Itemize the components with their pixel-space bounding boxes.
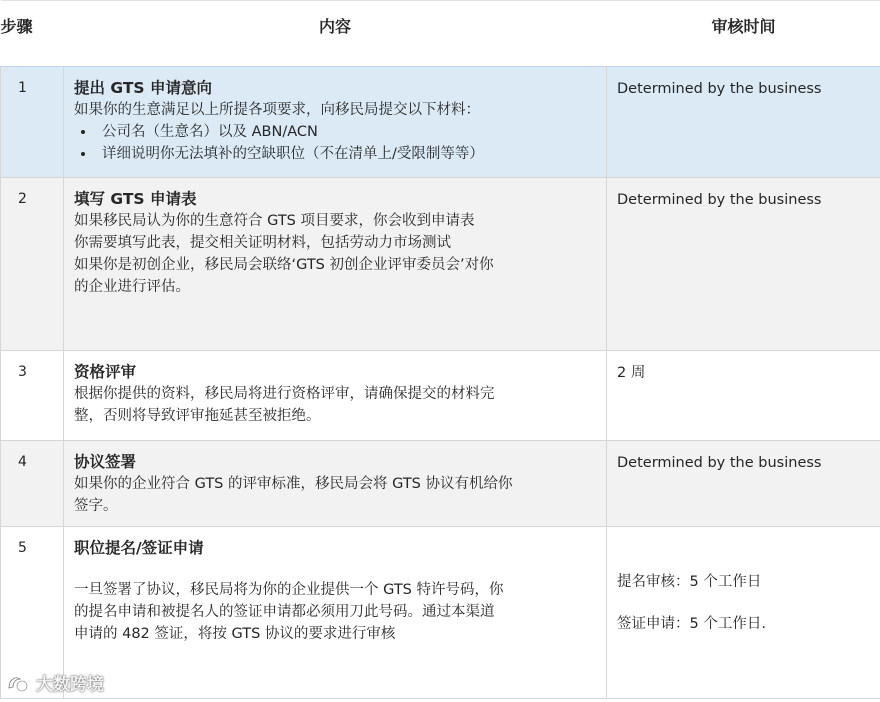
step-text-line: 的企业进行评估。 [74, 279, 190, 295]
step-content [64, 67, 607, 178]
review-time-visa: 签证申请：5 个工作日. [617, 616, 766, 632]
header-content: 内容 [64, 1, 607, 67]
bullet-item: • 详细说明你无法填补的空缺职位（不在清单上/受限制等等） [96, 143, 598, 165]
step-content [64, 351, 607, 441]
step-text-line: 如果你的企业符合 GTS 的评审标准，移民局会将 GTS 协议有机给你 [74, 476, 513, 492]
review-time [607, 527, 880, 699]
table-row [1, 178, 880, 351]
watermark-text: 大数跨境 [36, 675, 104, 695]
step-title: 协议签署 [74, 453, 137, 471]
table-row [1, 527, 880, 699]
step-text-line: 整，否则将导致评审拖延甚至被拒绝。 [74, 408, 321, 424]
table-row [1, 441, 880, 527]
step-title: 提出 GTS 申请意向 [74, 79, 212, 97]
step-title: 职位提名/签证申请 [74, 539, 204, 557]
table-row [1, 351, 880, 441]
step-number: 3 [1, 351, 64, 441]
step-content [64, 527, 607, 699]
review-time: Determined by the business [607, 441, 880, 527]
step-number: 5 [1, 527, 64, 699]
table-header-row [1, 1, 880, 67]
step-number: 1 [1, 67, 64, 178]
brand-logo-icon [6, 673, 32, 693]
step-content [64, 441, 607, 527]
review-time: Determined by the business [607, 67, 880, 178]
step-text-line: 如果移民局认为你的生意符合 GTS 项目要求，你会收到申请表 [74, 213, 475, 229]
step-text-line: 你需要填写此表，提交相关证明材料，包括劳动力市场测试 [74, 235, 451, 251]
step-text-line: 根据你提供的资料，移民局将进行资格评审，请确保提交的材料完 [74, 386, 495, 402]
header-time: 审核时间 [607, 1, 880, 67]
step-content [64, 178, 607, 351]
table-row [1, 67, 880, 178]
step-number: 2 [1, 178, 64, 351]
step-text-line: 一旦签署了协议，移民局将为你的企业提供一个 GTS 特许号码，你 [74, 582, 504, 598]
step-text-line: 的提名申请和被提名人的签证申请都必须用刀此号码。通过本渠道 [74, 604, 495, 620]
step-number: 4 [1, 441, 64, 527]
step-text-line: 申请的 482 签证，将按 GTS 协议的要求进行审核 [74, 626, 396, 642]
step-title: 资格评审 [74, 363, 137, 381]
step-text-line: 签字。 [74, 498, 118, 514]
step-title: 填写 GTS 申请表 [74, 190, 197, 208]
review-time: 2 周 [607, 351, 880, 441]
step-text-line: 如果你是初创企业，移民局会联络‘GTS 初创企业评审委员会’对你 [74, 257, 494, 273]
bullet-item: • 公司名（生意名）以及 ABN/ACN [96, 121, 598, 143]
watermark [6, 670, 104, 695]
bullet-list [74, 121, 598, 165]
step-text-line: 如果你的生意满足以上所提各项要求，向移民局提交以下材料： [74, 102, 480, 118]
review-time: Determined by the business [607, 178, 880, 351]
review-time-nomination: 提名审核：5 个工作日 [617, 574, 762, 590]
header-step: 步骤 [1, 1, 64, 67]
